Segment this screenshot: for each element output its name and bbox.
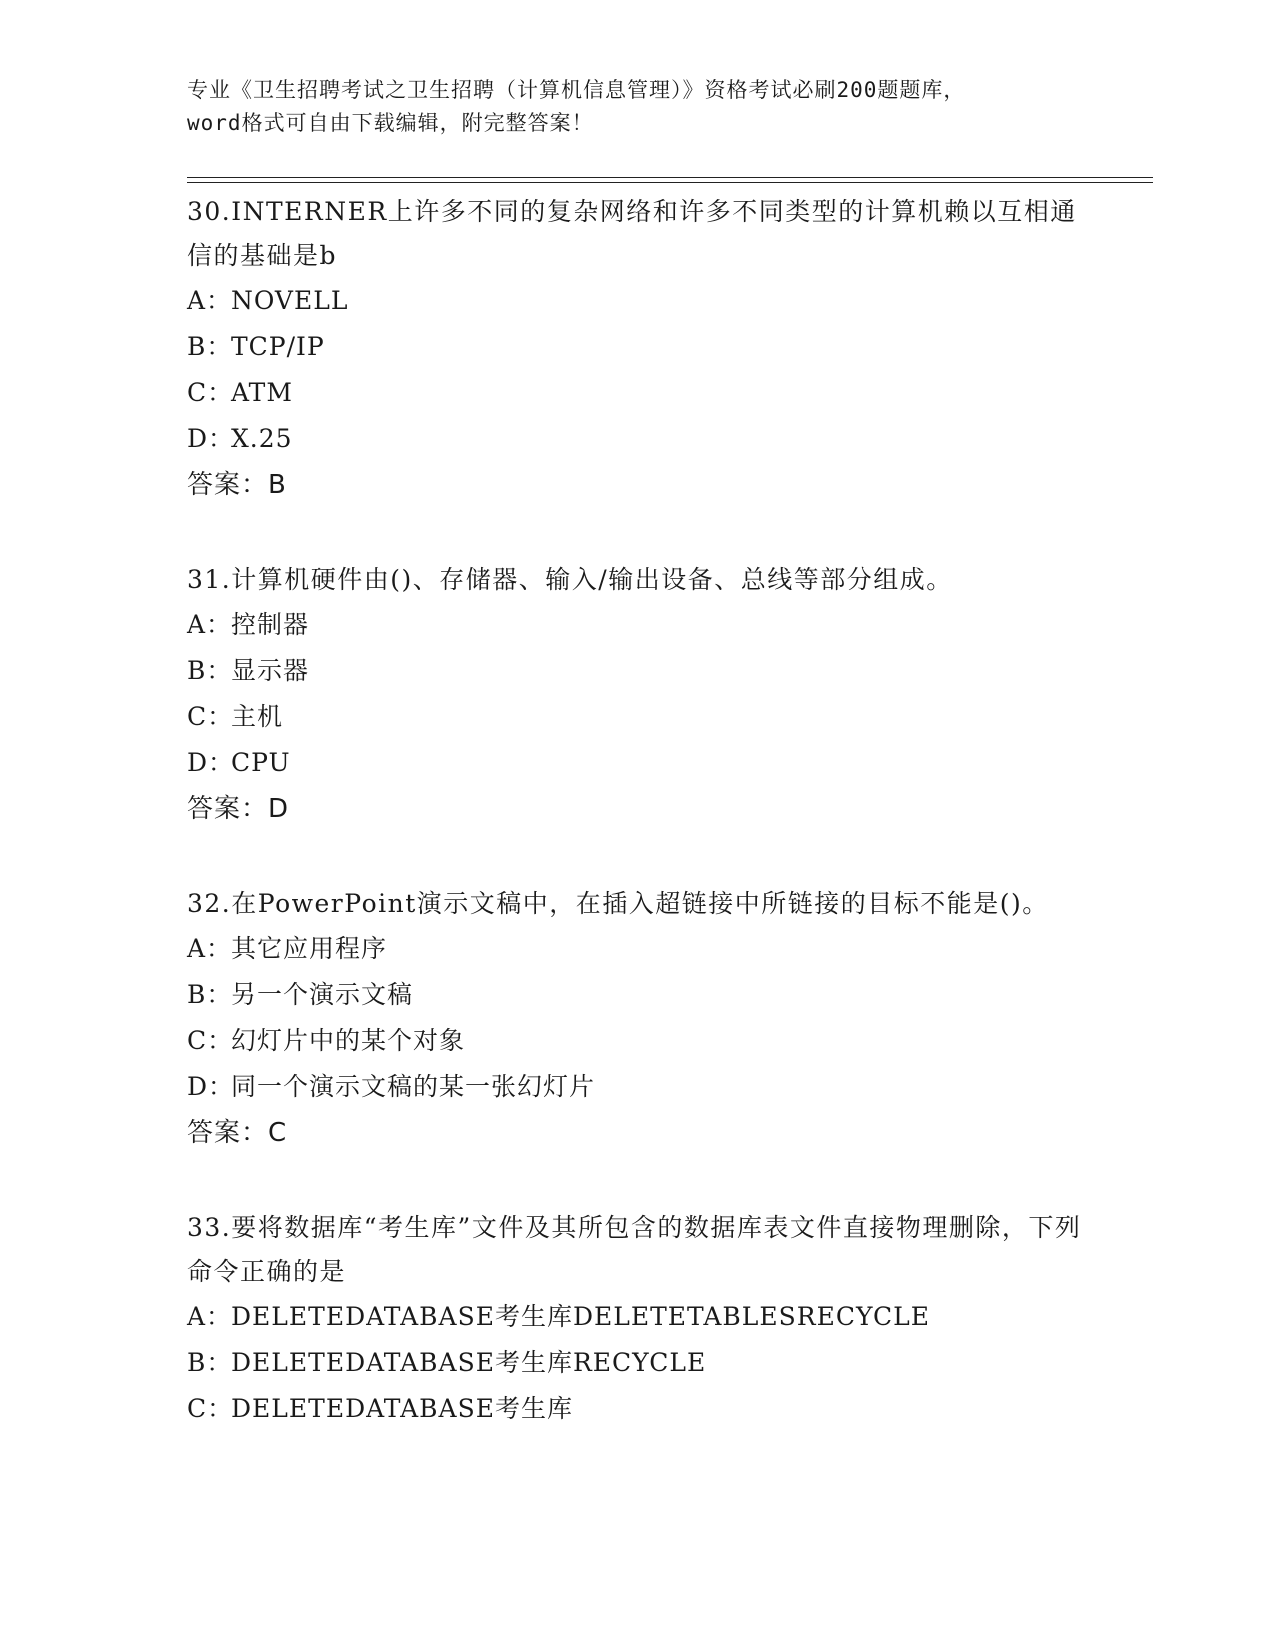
header-line-2: word格式可自由下载编辑，附完整答案！ (187, 111, 594, 135)
option-text: 其它应用程序 (231, 934, 388, 963)
option-a (187, 926, 1087, 972)
option-key: A： (187, 934, 233, 963)
option-text: TCP/IP (231, 332, 325, 361)
option-key: D： (187, 424, 235, 453)
option-text: 主机 (231, 702, 284, 731)
option-key: B： (187, 332, 233, 361)
question-stem: 31.计算机硬件由()、存储器、输入/输出设备、总线等部分组成。 (187, 565, 953, 594)
option-text: NOVELL (231, 286, 349, 315)
option-text: 幻灯片中的某个对象 (231, 1026, 466, 1055)
option-text: 同一个演示文稿的某一张幻灯片 (231, 1072, 596, 1101)
option-c (187, 1018, 1087, 1064)
option-d (187, 1064, 1087, 1110)
header-divider-bottom (187, 182, 1153, 183)
option-d (187, 416, 1087, 462)
option-key: B： (187, 656, 233, 685)
question-32 (187, 882, 1087, 1156)
option-b (187, 324, 1087, 370)
header-line-1: 专业《卫生招聘考试之卫生招聘（计算机信息管理）》资格考试必刷200题题库， (187, 78, 966, 102)
option-text: DELETEDATABASE考生库 (231, 1394, 573, 1423)
option-b (187, 1340, 1087, 1386)
option-text: DELETEDATABASE考生库RECYCLE (231, 1348, 707, 1377)
option-c (187, 694, 1087, 740)
option-key: D： (187, 748, 235, 777)
answer-line: 答案：C (187, 1118, 288, 1148)
question-stem: 30.INTERNER上许多不同的复杂网络和许多不同类型的计算机赖以互相通信的基础是b (187, 197, 1077, 270)
option-text: 另一个演示文稿 (231, 980, 414, 1009)
option-text: CPU (231, 748, 291, 777)
option-b (187, 972, 1087, 1018)
question-30 (187, 190, 1087, 508)
answer-line: 答案：D (187, 794, 290, 824)
option-key: C： (187, 702, 234, 731)
option-key: A： (187, 610, 233, 639)
option-key: A： (187, 286, 233, 315)
answer-line: 答案：B (187, 470, 287, 500)
option-text: DELETEDATABASE考生库DELETETABLESRECYCLE (231, 1302, 930, 1331)
question-spacer (187, 1156, 1087, 1206)
option-a (187, 602, 1087, 648)
header-divider-top (187, 177, 1153, 178)
option-d (187, 740, 1087, 786)
question-spacer (187, 832, 1087, 882)
option-text: 控制器 (231, 610, 310, 639)
document-header (187, 74, 1087, 140)
option-key: C： (187, 1026, 234, 1055)
option-c (187, 1386, 1087, 1432)
option-text: 显示器 (231, 656, 310, 685)
question-list (187, 190, 1087, 1432)
option-key: D： (187, 1072, 235, 1101)
option-key: A： (187, 1302, 233, 1331)
option-c (187, 370, 1087, 416)
option-key: C： (187, 1394, 234, 1423)
question-spacer (187, 508, 1087, 558)
option-key: B： (187, 980, 233, 1009)
option-key: B： (187, 1348, 233, 1377)
option-text: ATM (231, 378, 293, 407)
option-b (187, 648, 1087, 694)
option-a (187, 278, 1087, 324)
question-stem: 33.要将数据库“考生库”文件及其所包含的数据库表文件直接物理删除，下列命令正确的是 (187, 1213, 1082, 1286)
option-text: X.25 (231, 424, 293, 453)
option-key: C： (187, 378, 234, 407)
question-stem: 32.在PowerPoint演示文稿中，在插入超链接中所链接的目标不能是()。 (187, 889, 1049, 918)
question-33 (187, 1206, 1087, 1432)
question-31 (187, 558, 1087, 832)
option-a (187, 1294, 1087, 1340)
